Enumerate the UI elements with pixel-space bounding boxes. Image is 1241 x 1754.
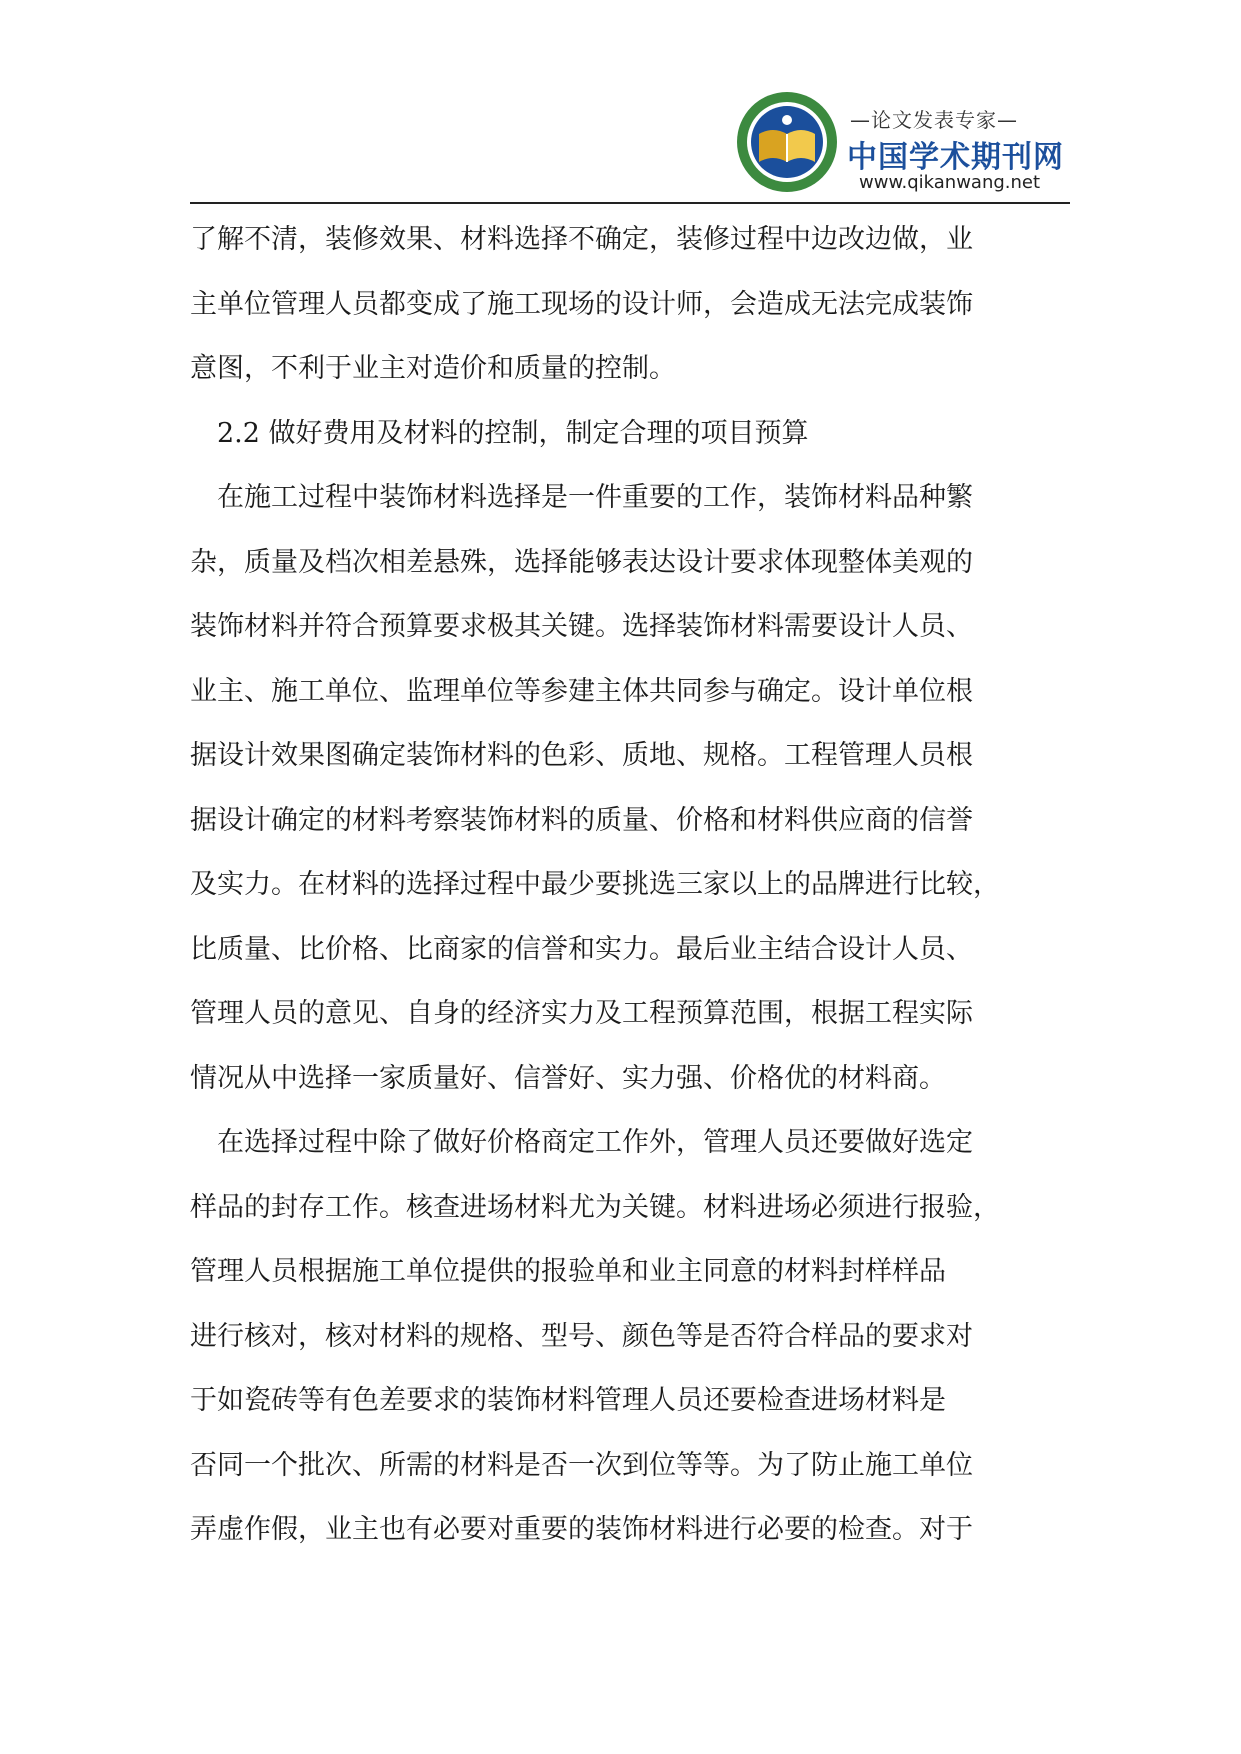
text-line: 了解不清，装修效果、材料选择不确定，装修过程中边改边做，业 <box>190 224 973 255</box>
text-line: 据设计效果图确定装饰材料的色彩、质地、规格。工程管理人员根 <box>190 740 973 771</box>
text-line: 杂，质量及档次相差悬殊，选择能够表达设计要求体现整体美观的 <box>190 546 973 578</box>
heading-text: 2.2 做好费用及材料的控制，制定合理的项目预算 <box>217 417 809 449</box>
text-line: 样品的封存工作。核查进场材料尤为关键。材料进场必须进行报验， <box>190 1191 1000 1223</box>
text-line: 管理人员根据施工单位提供的报验单和业主同意的材料封样样品 <box>190 1256 946 1287</box>
header-divider <box>190 202 1070 204</box>
text-line: 意图，不利于业主对造价和质量的控制。 <box>190 353 676 384</box>
text-line: 及实力。在材料的选择过程中最少要挑选三家以上的品牌进行比较， <box>190 869 1000 900</box>
paragraph-material-selection <box>190 466 1054 1111</box>
logo-url: www.qikanwang.net <box>859 172 1041 193</box>
text-line: 主单位管理人员都变成了施工现场的设计师，会造成无法完成装饰 <box>190 288 973 320</box>
text-line: 据设计确定的材料考察装饰材料的质量、价格和材料供应商的信誉 <box>190 804 973 836</box>
site-logo <box>735 84 1064 200</box>
document-body <box>190 208 1054 1563</box>
text-line: 弄虚作假，业主也有必要对重要的装饰材料进行必要的检查。对于 <box>190 1514 973 1545</box>
text-line: 于如瓷砖等有色差要求的装饰材料管理人员还要检查进场材料是 <box>190 1385 946 1416</box>
text-line: 情况从中选择一家质量好、信誉好、实力强、价格优的材料商。 <box>190 1062 946 1094</box>
text-line: 业主、施工单位、监理单位等参建主体共同参与确定。设计单位根 <box>190 675 973 707</box>
text-line: 在选择过程中除了做好价格商定工作外，管理人员还要做好选定 <box>217 1127 973 1158</box>
text-line: 在施工过程中装饰材料选择是一件重要的工作，装饰材料品种繁 <box>217 482 973 513</box>
text-line: 比质量、比价格、比商家的信誉和实力。最后业主结合设计人员、 <box>190 933 973 965</box>
paragraph-continuation <box>190 208 1054 402</box>
paragraph-sample-inspection <box>190 1111 1054 1563</box>
text-line: 进行核对，核对材料的规格、型号、颜色等是否符合样品的要求对 <box>190 1320 973 1352</box>
seal-book-icon <box>735 90 839 194</box>
logo-site-name: 中国学术期刊网 <box>847 140 1064 175</box>
text-line: 否同一个批次、所需的材料是否一次到位等等。为了防止施工单位 <box>190 1449 973 1481</box>
text-line: 装饰材料并符合预算要求极其关键。选择装饰材料需要设计人员、 <box>190 611 973 642</box>
text-line: 管理人员的意见、自身的经济实力及工程预算范围，根据工程实际 <box>190 998 973 1029</box>
section-heading <box>190 402 1054 467</box>
page-header <box>190 80 1070 204</box>
logo-tagline: —论文发表专家— <box>850 108 1018 132</box>
